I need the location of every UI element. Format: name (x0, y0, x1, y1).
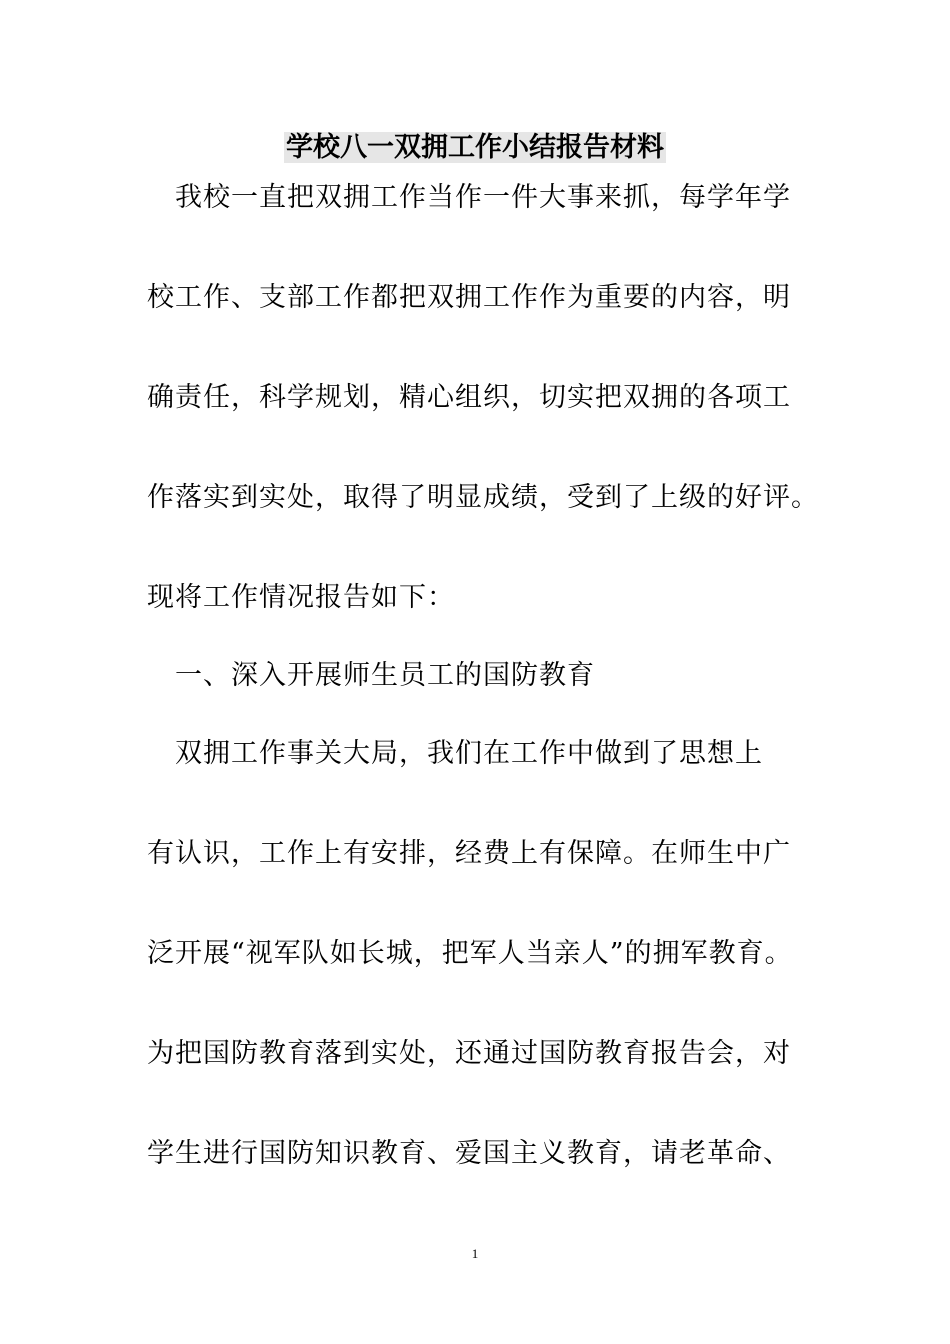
body-line: 现将工作情况报告如下： (147, 582, 455, 613)
body-line: 确责任，科学规划，精心组织，切实把双拥的各项工 (147, 382, 791, 413)
page-number: 1 (471, 1246, 479, 1261)
body-line: 有认识，工作上有安排，经费上有保障。在师生中广 (147, 838, 791, 869)
document-title-text: 学校八一双拥工作小结报告材料 (286, 132, 664, 163)
section-heading: 一、深入开展师生员工的国防教育 (175, 660, 595, 691)
document-title (0, 128, 950, 168)
body-line: 作落实到实处，取得了明显成绩，受到了上级的好评。 (147, 482, 819, 513)
body-line: 我校一直把双拥工作当作一件大事来抓，每学年学 (147, 182, 791, 213)
body-line: 双拥工作事关大局，我们在工作中做到了思想上 (175, 738, 763, 769)
body-line: 为把国防教育落到实处，还通过国防教育报告会，对 (147, 1038, 791, 1069)
body-line: 泛开展“视军队如长城，把军人当亲人”的拥军教育。 (147, 938, 793, 969)
body-line: 校工作、支部工作都把双拥工作作为重要的内容，明 (147, 282, 791, 313)
body-line: 学生进行国防知识教育、爱国主义教育，请老革命、 (147, 1138, 791, 1169)
